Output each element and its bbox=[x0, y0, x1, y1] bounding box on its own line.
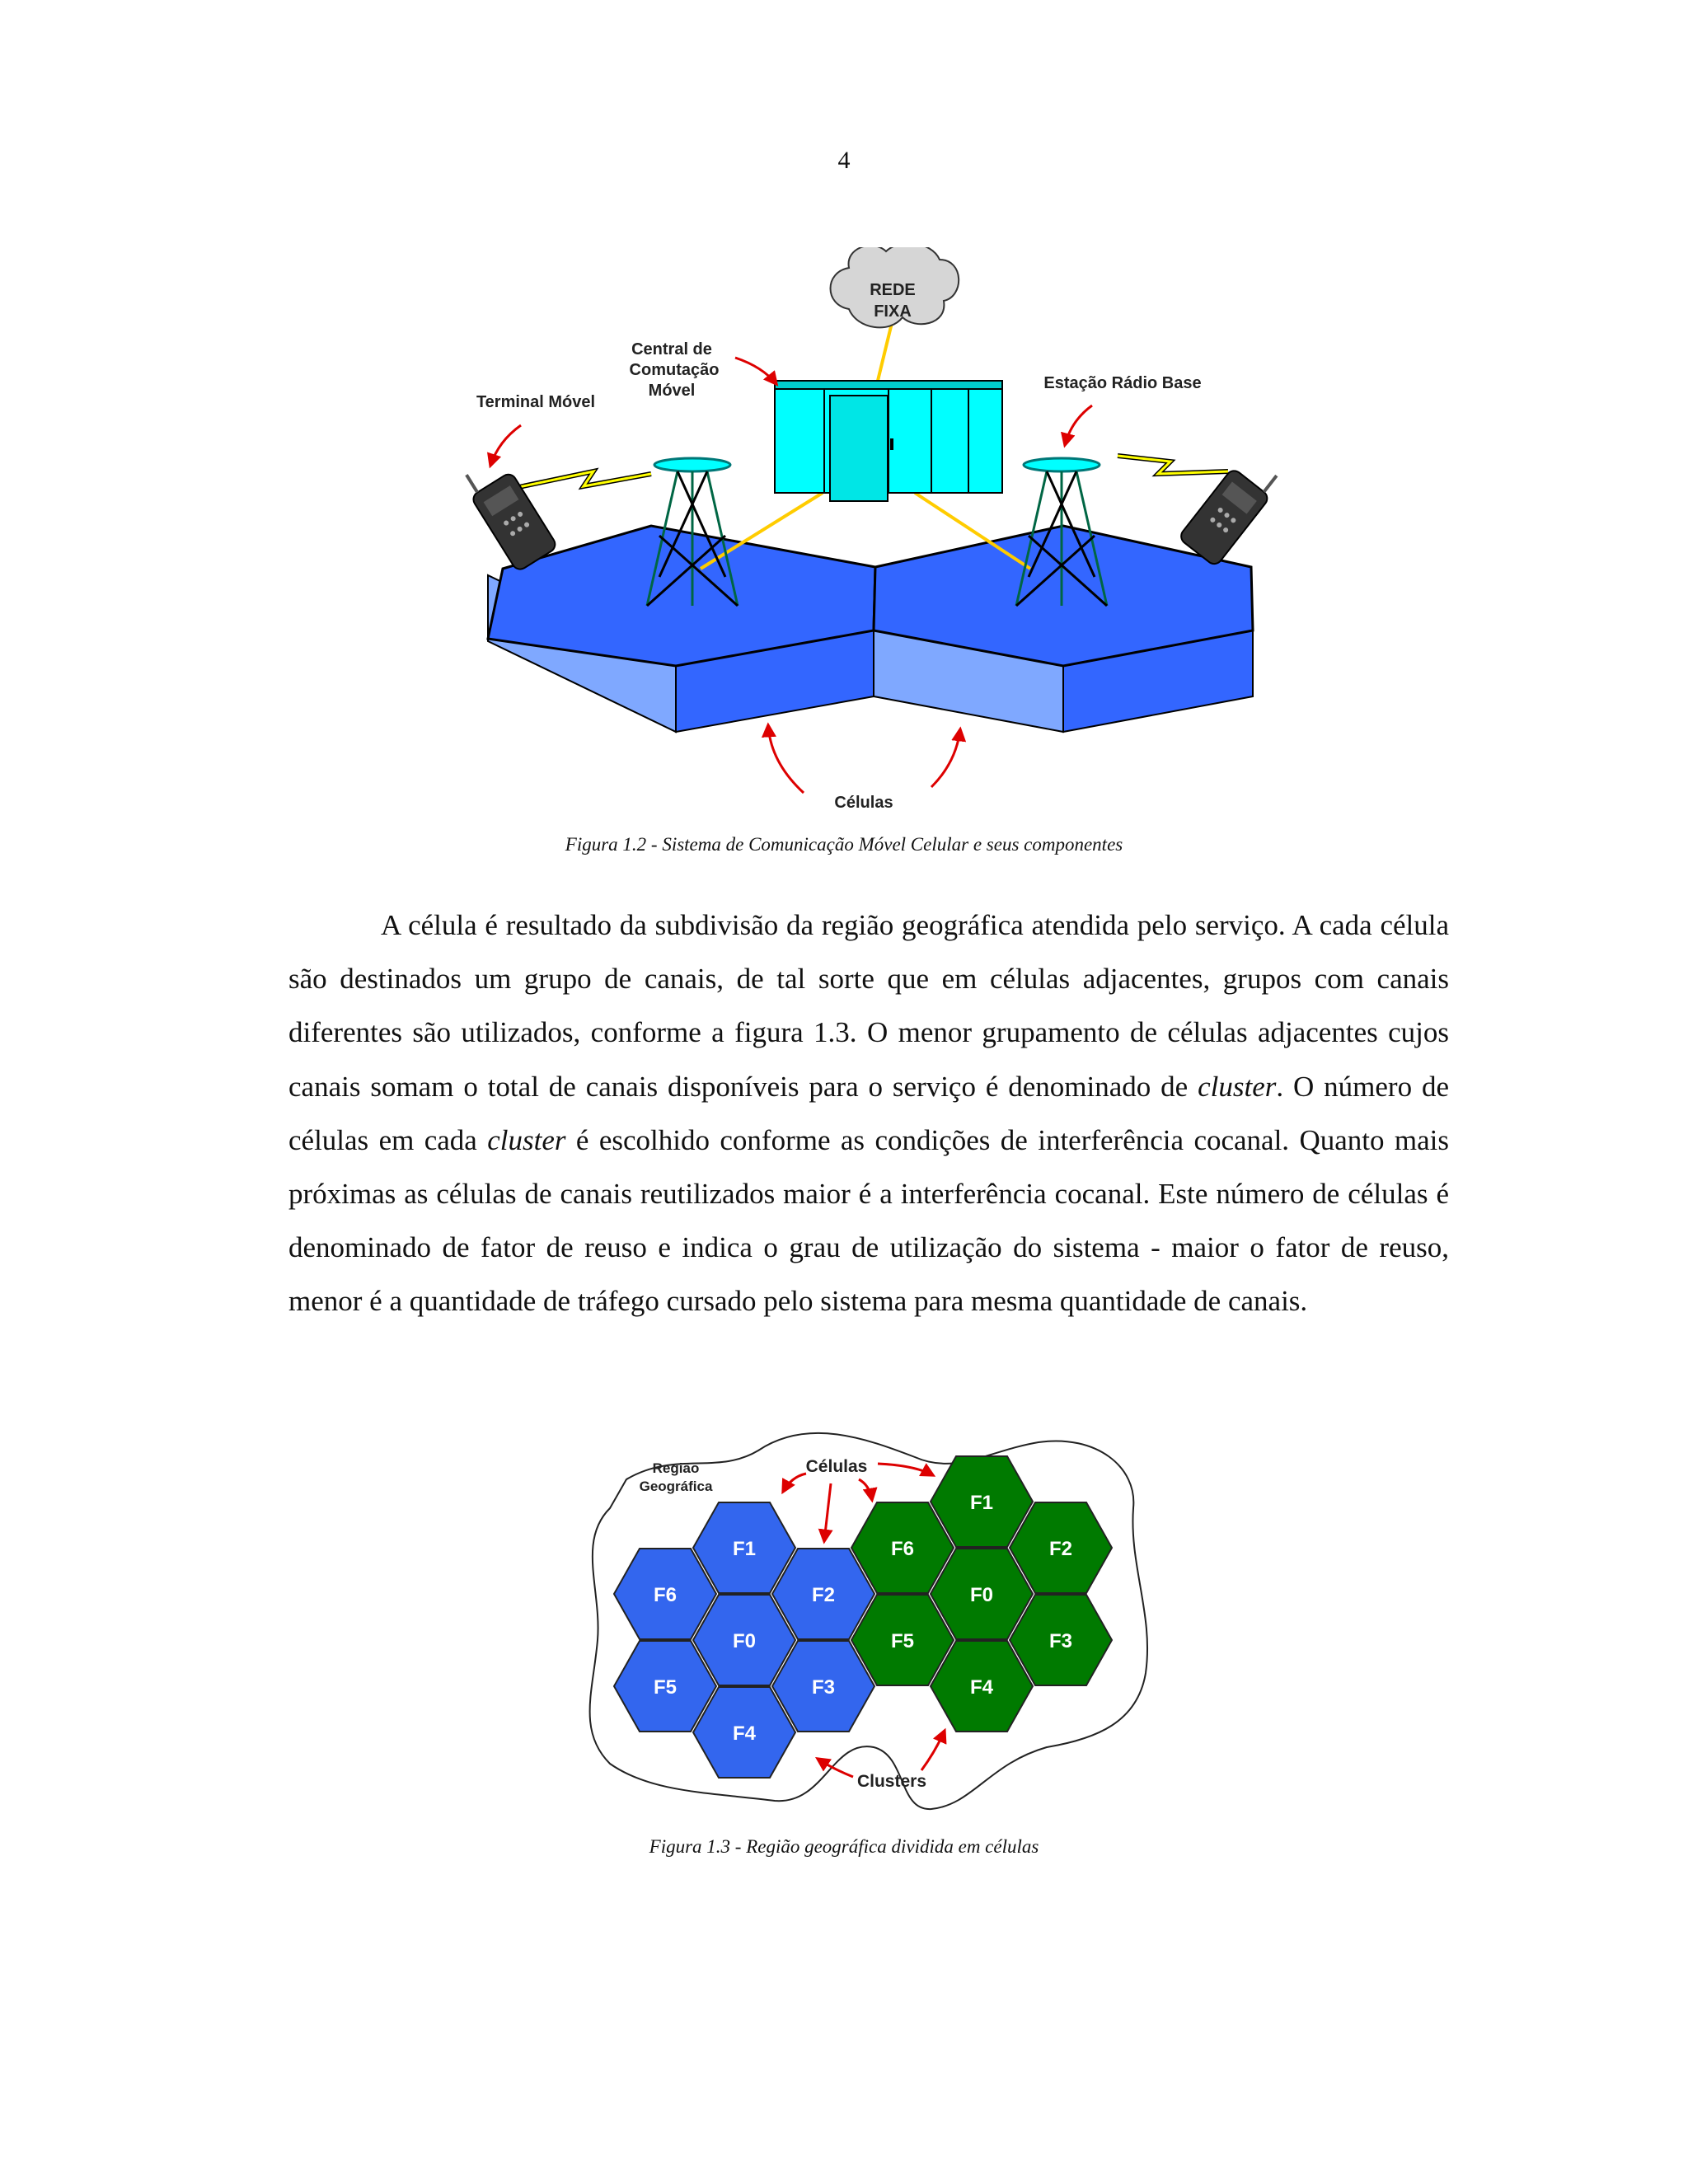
green-cell-f5: F5 bbox=[890, 1630, 915, 1652]
figure-mobile-system bbox=[0, 247, 1688, 841]
fixa-label: FIXA bbox=[874, 302, 912, 321]
blue-cell-f6: F6 bbox=[653, 1584, 678, 1606]
estacao-label: Estação Rádio Base bbox=[1043, 374, 1202, 392]
celulas-label: Células bbox=[805, 1457, 868, 1476]
cluster-term-1: cluster bbox=[1198, 1070, 1277, 1103]
blue-cell-f5: F5 bbox=[653, 1676, 678, 1699]
green-cell-f2: F2 bbox=[1048, 1538, 1073, 1560]
body-paragraph bbox=[288, 898, 1449, 1329]
central-label-1: Central de bbox=[631, 340, 712, 359]
clusters-label: Clusters bbox=[856, 1772, 927, 1791]
green-cell-f3: F3 bbox=[1048, 1630, 1073, 1652]
body-sentence-3: é escolhido conforme as condições de interferência cocanal. Quanto mais próximas as células de canais reutilizados maior é a interferência cocanal. Este número de células é denominado de fator de reuso e indica o grau de utilização do sistema - maior o fator de reuso, menor é a quantidade de tráfego cursado pelo sistema para mesma quantidade de canais. bbox=[288, 1123, 1449, 1318]
mobile-phone-icon-left bbox=[459, 454, 558, 573]
blue-cell-f4: F4 bbox=[732, 1722, 757, 1745]
body-sentence-1: A célula é resultado da subdivisão da região geográfica atendida pelo serviço. A cada célula são destinados um grupo de canais, de tal sorte que em células adjacentes, grupos com canais diferentes são utilizados, conforme a figura 1.3. O menor grupamento de células adjacentes cujos canais somam o total de canais disponíveis para o serviço é denominado de bbox=[288, 909, 1449, 1103]
green-cell-f4: F4 bbox=[969, 1676, 994, 1699]
central-label-2: Comutação bbox=[629, 361, 720, 379]
rede-label: REDE bbox=[870, 281, 916, 299]
central-label-3: Móvel bbox=[648, 382, 696, 400]
blue-cell-f3: F3 bbox=[811, 1676, 836, 1699]
page-number: 4 bbox=[837, 147, 851, 174]
cluster-term-2: cluster bbox=[487, 1123, 566, 1156]
green-cell-f6: F6 bbox=[890, 1538, 915, 1560]
green-cell-f0: F0 bbox=[969, 1584, 994, 1606]
regiao-label-1: Região bbox=[652, 1460, 700, 1476]
celulas-label: Células bbox=[834, 794, 893, 812]
figure-1-3-caption: Figura 1.3 - Região geográfica dividida em células bbox=[649, 1836, 1039, 1857]
terminal-label: Terminal Móvel bbox=[476, 393, 596, 411]
blue-cell-f1: F1 bbox=[732, 1538, 757, 1560]
mobile-phone-icon-right bbox=[1178, 452, 1283, 568]
figure-cell-clusters bbox=[0, 1409, 1688, 1838]
figure-1-2-caption: Figura 1.2 - Sistema de Comunicação Móvel Celular e seus componentes bbox=[565, 834, 1123, 855]
blue-cell-f2: F2 bbox=[811, 1584, 836, 1606]
body-sentence-2: . O número de células em cada bbox=[288, 1070, 1449, 1156]
cells-illustration bbox=[488, 526, 1253, 732]
green-cell-f1: F1 bbox=[969, 1492, 994, 1514]
switching-center-icon bbox=[775, 381, 1002, 501]
regiao-label-2: Geográfica bbox=[639, 1479, 713, 1494]
blue-cell-f0: F0 bbox=[732, 1630, 757, 1652]
